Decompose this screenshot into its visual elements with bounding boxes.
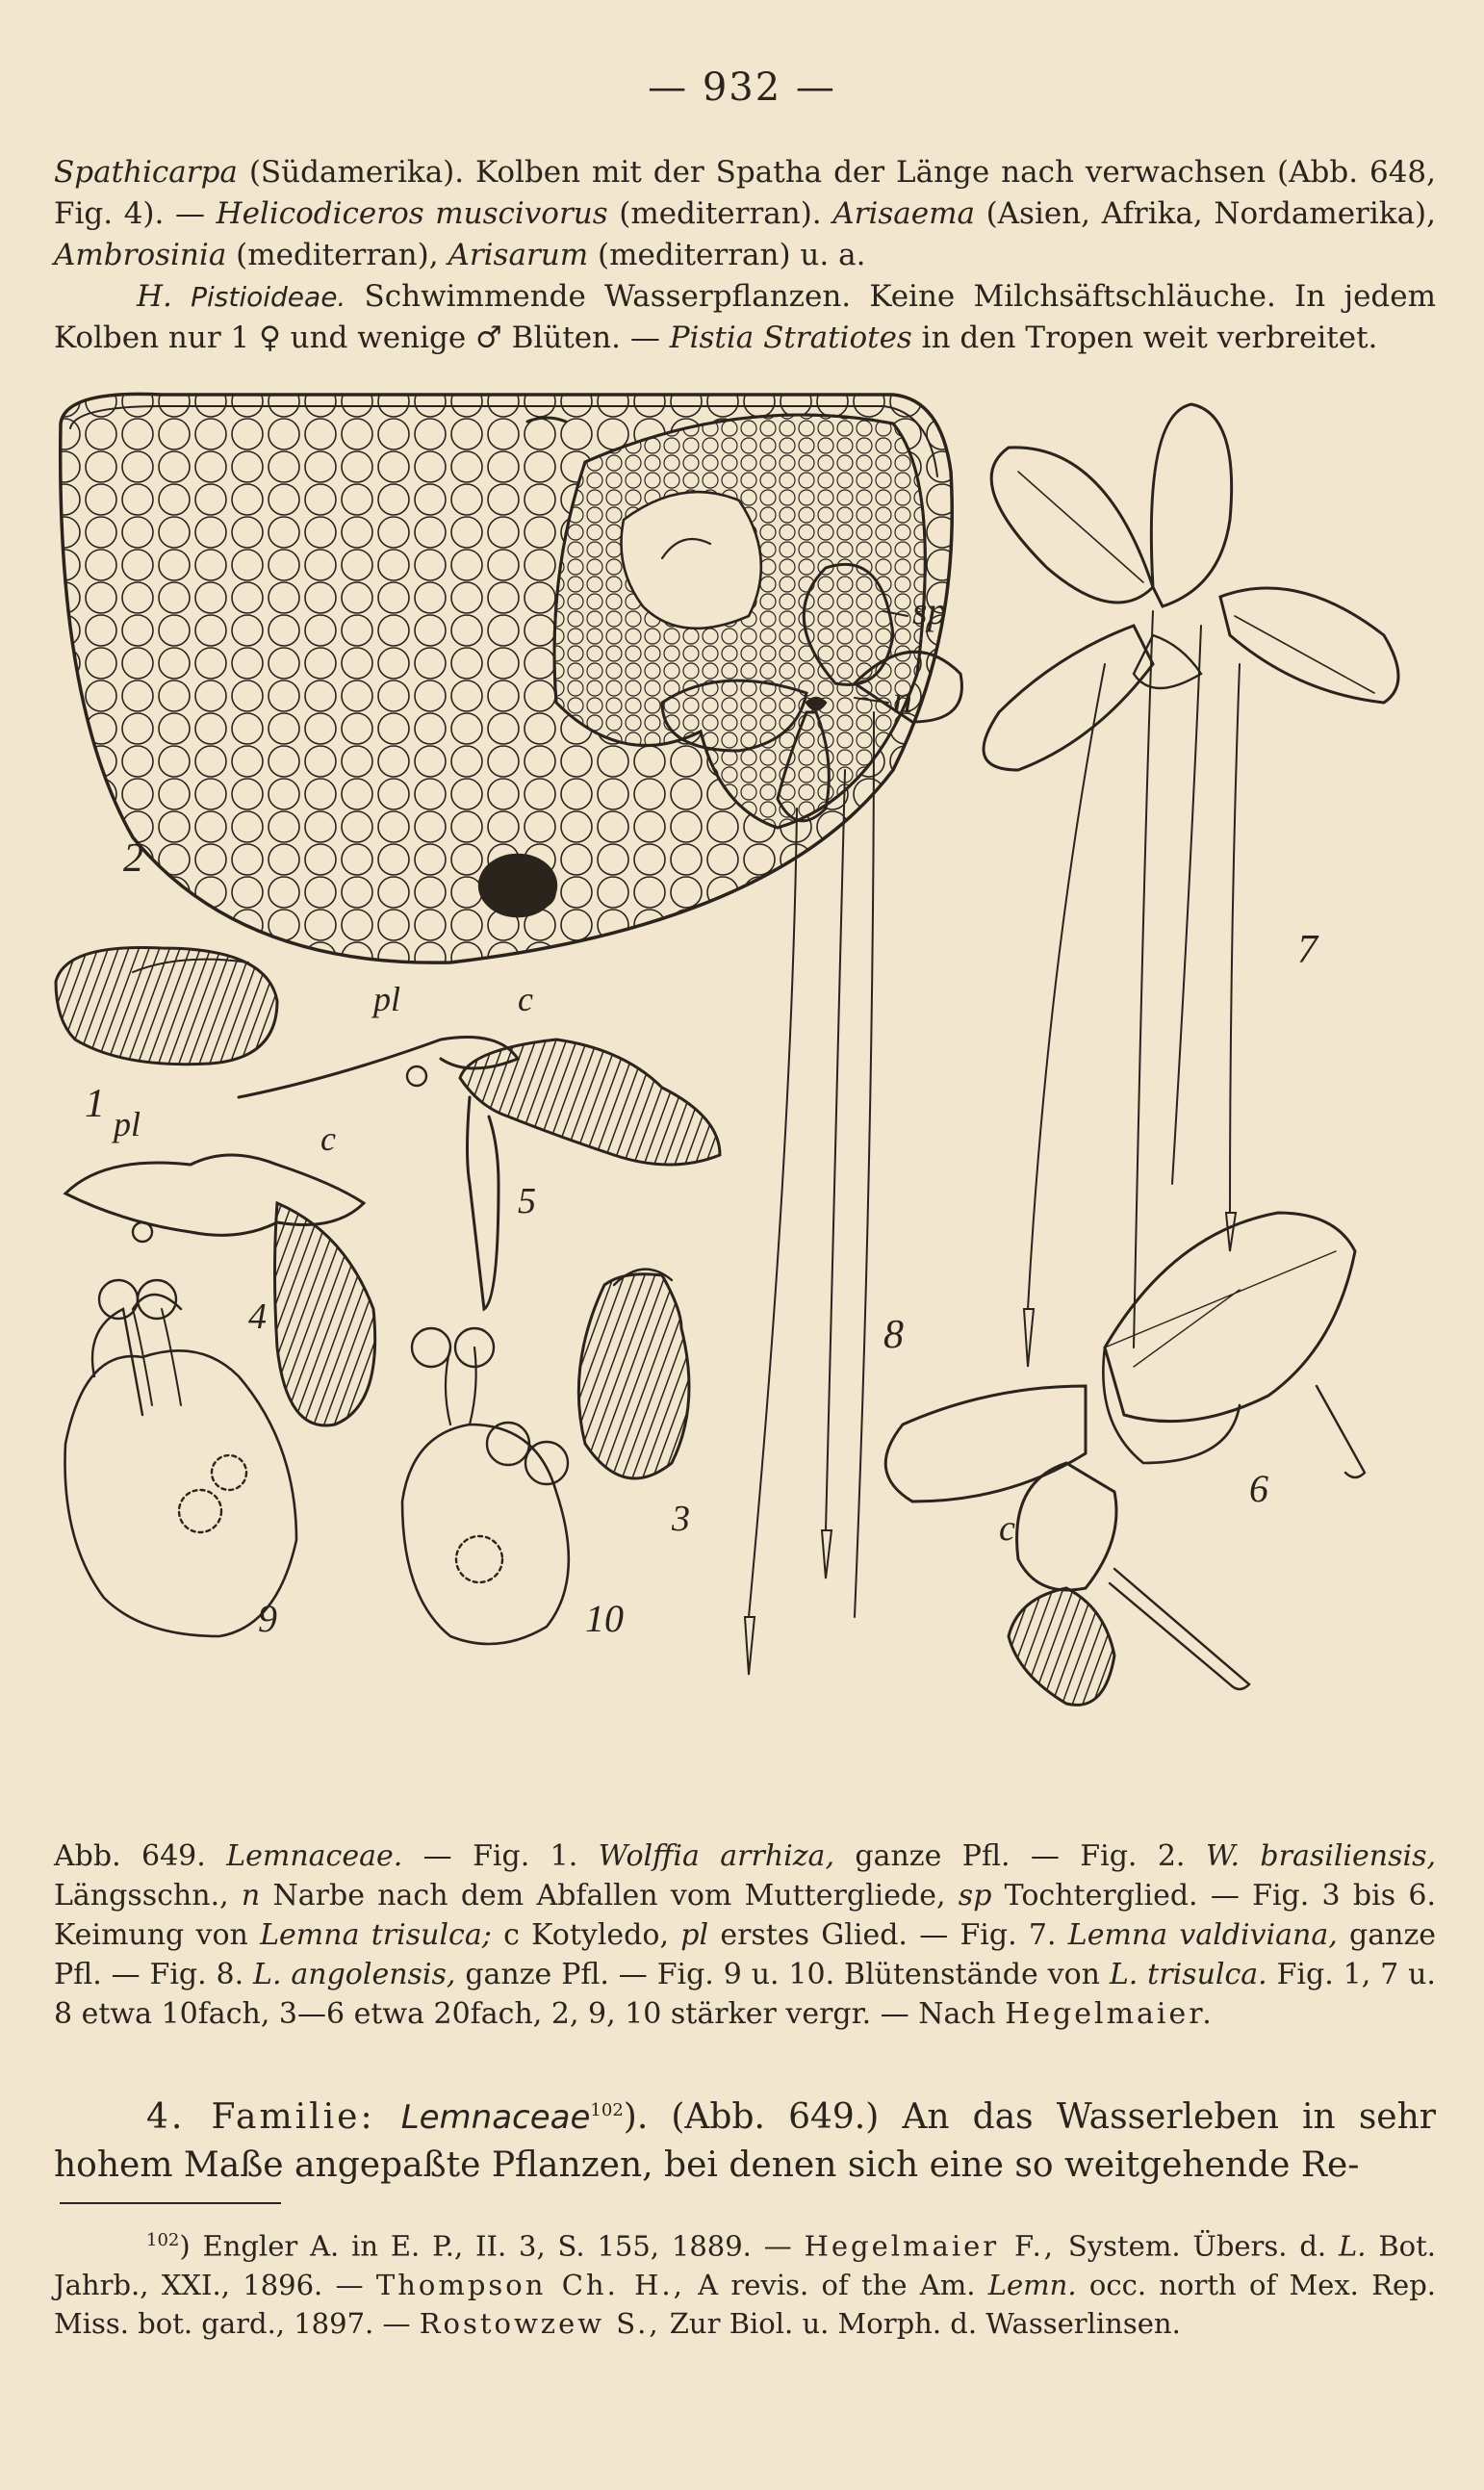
figure-caption (54, 1836, 1436, 2034)
label-c-c: c (999, 1508, 1015, 1549)
fig-4-germination (65, 1155, 375, 1425)
species-name: Pistia Stratiotes (669, 321, 912, 355)
species-name: Helicodiceros muscivorus (216, 196, 608, 231)
intro-paragraph-2 (54, 276, 1436, 359)
caption-family: Lemnaceae. (226, 1839, 403, 1873)
footnote (54, 2221, 1436, 2343)
label-sp: sp (912, 589, 947, 632)
footnote-author: Hegelmaier F., (804, 2229, 1057, 2263)
footnote-rule (60, 2202, 281, 2204)
label-fig-8: 8 (883, 1313, 904, 1357)
footnote-run: ) Engler A. in E. P., II. 3, S. 155, 1889. — (179, 2229, 805, 2263)
label-fig-5: 5 (518, 1181, 536, 1221)
caption-run: Abb. 649. (54, 1839, 227, 1873)
caption-species: L. trisulca. (1109, 1958, 1267, 1991)
caption-run: ganze Pfl. — Fig. 9 u. 10. Blütenstände von (455, 1958, 1110, 1991)
family-heading: 4. Familie: (146, 2097, 401, 2137)
footnote-ref[interactable]: 102 (590, 2100, 624, 2120)
label-c-b: c (320, 1119, 336, 1158)
subfamily-name: Pistioideae. (191, 281, 346, 313)
label-fig-7: 7 (1297, 928, 1318, 972)
family-run: ). (Abb. 649.) An das Wasserleben in sehr hohem Maße angepaßte Pflanzen, bei denen sich eine so weitgehende Re- (54, 2097, 1437, 2185)
footnote-run: System. Übers. d. (1056, 2229, 1340, 2263)
botanical-illustration (46, 385, 1442, 1810)
genus-name: Ambrosinia (54, 238, 227, 272)
footnote-abbrev: Lemn. (987, 2268, 1077, 2301)
intro-paragraph-1 (54, 152, 1436, 276)
caption-species: Lemna valdiviana, (1067, 1918, 1338, 1952)
caption-run: c Kotyledo, (491, 1918, 681, 1952)
caption-paragraph (54, 1836, 1436, 2034)
label-fig-4: 4 (248, 1296, 267, 1337)
family-name: Lemnaceae (400, 2098, 591, 2137)
fig-7-lemna-valdiviana (984, 404, 1398, 1367)
text-run: (mediterran), (226, 238, 448, 272)
genus-name: Arisarum (448, 238, 589, 272)
footnote-run: Bot. Jahrb., XXI., 1896. — (54, 2229, 1436, 2301)
text-run: (mediterran). (607, 196, 833, 231)
caption-symbol: sp (958, 1879, 992, 1912)
caption-species: W. brasiliensis, (1205, 1839, 1437, 1873)
fig-2-section (61, 394, 953, 963)
footnote-number: 102 (146, 2230, 180, 2250)
label-fig-2: 2 (123, 836, 143, 881)
text-run: (mediterran) u. a. (588, 238, 866, 272)
caption-run: Längsschn., (54, 1879, 242, 1912)
text-run: Schwimmende Wasserpflanzen. Keine Milchsäftschläuche. In jedem Kolben nur 1 ♀ und wenige ♂ Blüten. — (54, 279, 1436, 355)
fig-6-germination (885, 1213, 1365, 1705)
label-fig-10: 10 (585, 1597, 624, 1640)
caption-run: Tochterglied. — Fig. 3 bis 6. Keimung von (54, 1879, 1436, 1952)
fig-10-inflorescence (402, 1328, 569, 1644)
intro-text (54, 152, 1436, 359)
label-n: n (893, 678, 912, 721)
family-paragraph (54, 2087, 1436, 2190)
footnote-author: Thompson Ch. H., (375, 2268, 685, 2301)
section-label: H. (137, 279, 172, 314)
caption-symbol: n (241, 1879, 261, 1912)
footnote-run: occ. north of Mex. Rep. Miss. bot. gard., 1897. — (54, 2268, 1436, 2340)
footnote-run: A revis. of the Am. (684, 2268, 988, 2301)
caption-run: ganze Pfl. — Fig. 8. (54, 1918, 1437, 1991)
label-c-a: c (518, 980, 533, 1018)
family-text (54, 2087, 1436, 2190)
label-fig-9: 9 (258, 1597, 277, 1640)
caption-run: Narbe nach dem Abfallen vom Muttergliede, (260, 1879, 959, 1912)
fig-3-seed (578, 1270, 689, 1478)
fig-1-wolffia (56, 947, 277, 1064)
caption-run: — Fig. 1. (402, 1839, 599, 1873)
genus-name: Arisaema (832, 196, 975, 231)
label-fig-6: 6 (1249, 1467, 1268, 1510)
genus-name: Spathicarpa (54, 155, 238, 190)
caption-species: L. angolensis, (253, 1958, 456, 1991)
label-pl-b: pl (114, 1105, 141, 1143)
caption-author: Hegelmaier. (1005, 1997, 1215, 2031)
caption-run: ganze Pfl. — Fig. 2. (833, 1839, 1206, 1873)
label-fig-3: 3 (672, 1499, 690, 1539)
footnote-text (54, 2221, 1436, 2343)
footnote-author: Rostowzew S., (419, 2306, 661, 2340)
label-pl-a: pl (373, 980, 401, 1018)
page-number: — 932 — (648, 65, 836, 110)
caption-symbol: pl (680, 1918, 709, 1952)
lemnaceae-drawing (46, 385, 1442, 1810)
caption-run: erstes Glied. — Fig. 7. (708, 1918, 1068, 1952)
footnote-abbrev: L. (1339, 2229, 1367, 2263)
caption-species: Wolffia arrhiza, (598, 1839, 834, 1873)
text-run: (Asien, Afrika, Nordamerika), (974, 196, 1436, 231)
text-run: (Südamerika). Kolben mit der Spatha der Länge nach verwachsen (Abb. 648, Fig. 4). — (54, 155, 1436, 231)
caption-species: Lemna trisulca; (260, 1918, 492, 1952)
text-run: in den Tropen weit verbreitet. (911, 321, 1378, 355)
label-fig-1: 1 (85, 1082, 105, 1126)
footnote-run: Zur Biol. u. Morph. d. Wasserlinsen. (660, 2306, 1181, 2340)
caption-run: Fig. 1, 7 u. 8 etwa 10fach, 3—6 etwa 20fach, 2, 9, 10 stärker vergr. — Nach (54, 1958, 1436, 2031)
